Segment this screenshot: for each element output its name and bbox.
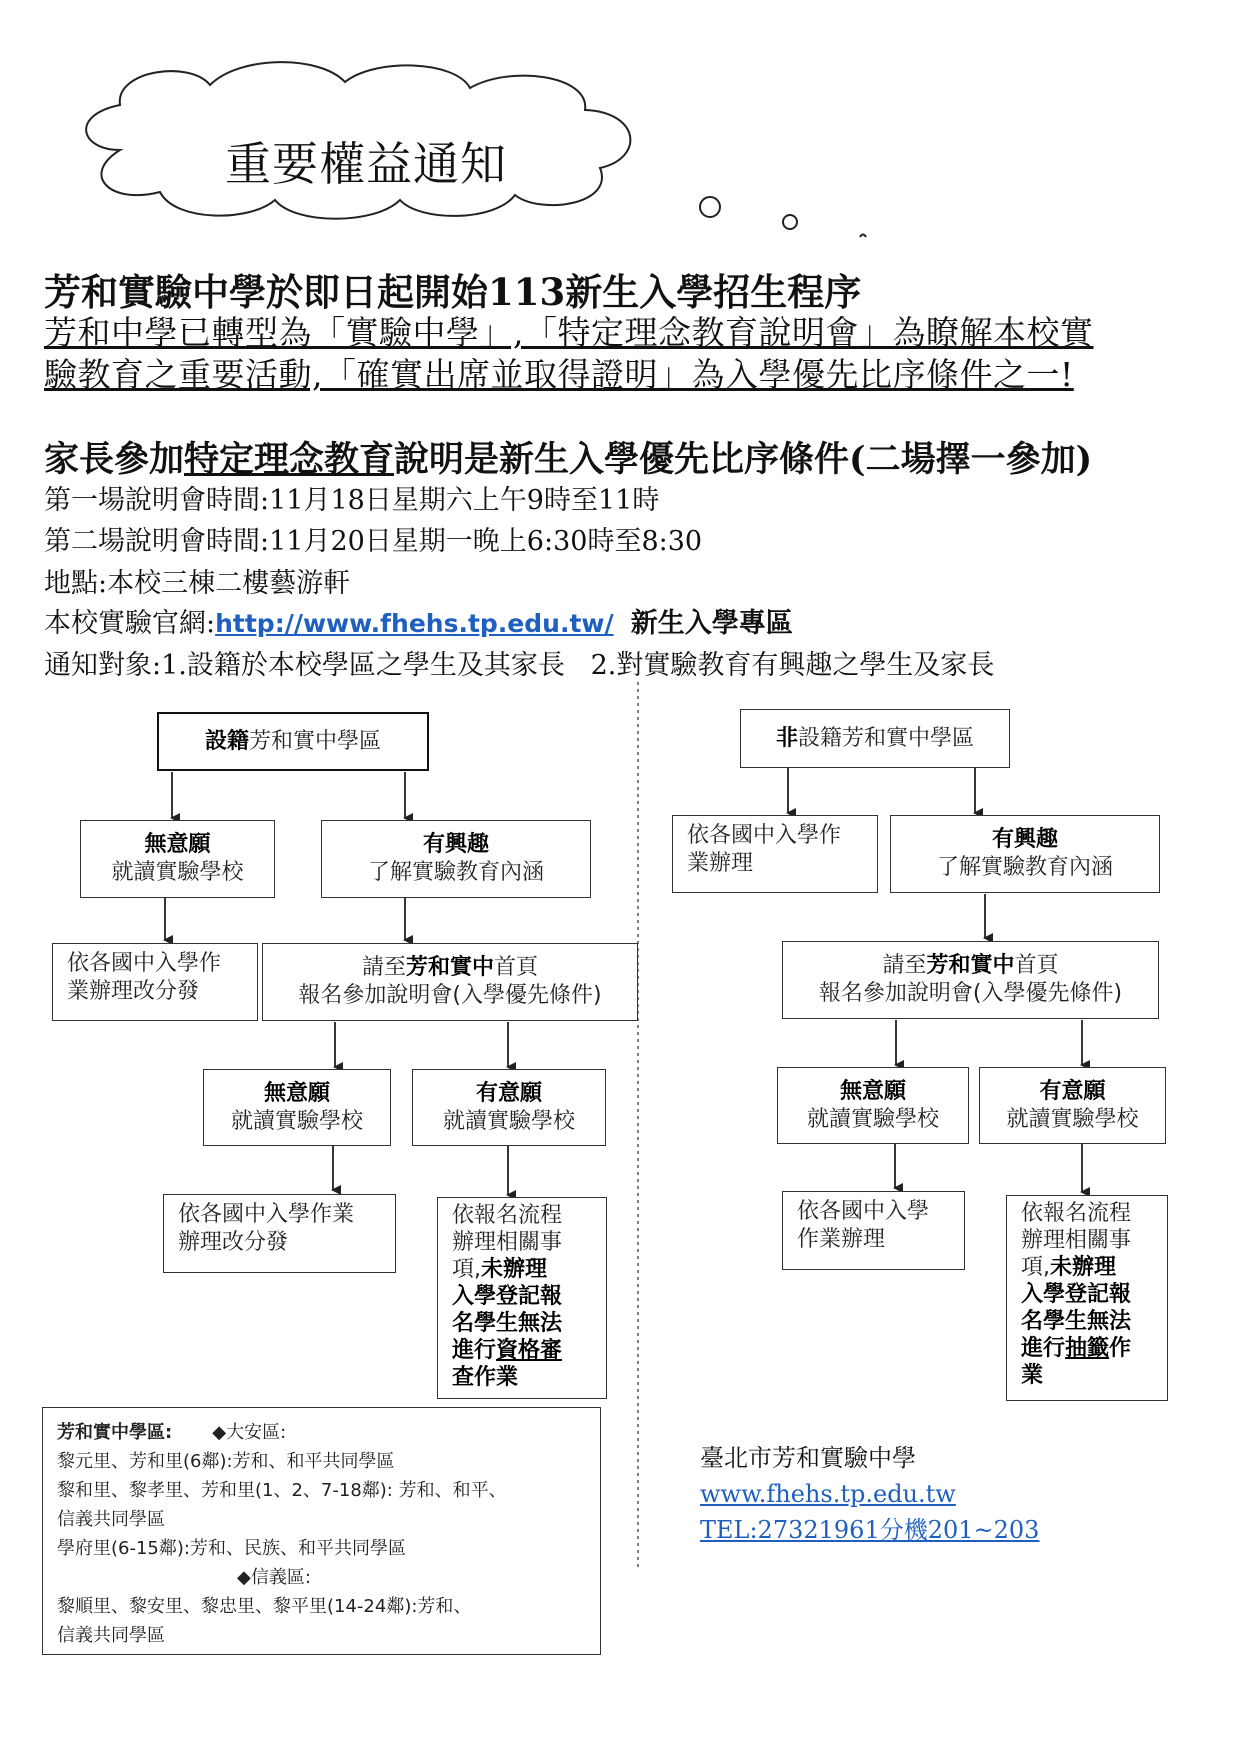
district-line: 黎和里、黎孝里、芳和里(1、2、7-18鄰): 芳和、和平、 — [57, 1480, 507, 1501]
right-procedure-line: 業 — [1021, 1363, 1044, 1388]
right-procedure-line — [1021, 1254, 1153, 1281]
right-will-box — [979, 1067, 1166, 1144]
left-procedure-underlined: 資格審 — [496, 1338, 563, 1363]
section-heading-prefix: 家長參加 — [44, 439, 185, 480]
right-assign2-box — [782, 1191, 965, 1270]
left-register-box — [262, 943, 638, 1021]
section-heading — [44, 432, 1092, 482]
left-procedure-bold: 未辦理 — [481, 1257, 548, 1282]
intro-line-1: 芳和中學已轉型為「實驗中學」,「特定理念教育說明會」為瞭解本校實 — [44, 313, 1094, 352]
intro-line-2: 驗教育之重要活動,「確實出席並取得證明」為入學優先比序條件之一! — [44, 355, 1074, 394]
left-register-bold: 芳和實中 — [405, 955, 494, 980]
left-procedure-line: 名學生無法 — [452, 1311, 563, 1336]
left-assign2-box — [163, 1194, 396, 1273]
left-interest-bold: 有興趣 — [422, 832, 489, 857]
right-register-pre: 請至 — [882, 953, 927, 978]
audience-line — [44, 643, 994, 682]
right-register-post: 首頁 — [1014, 953, 1059, 978]
district-line: 信義共同學區 — [57, 1509, 165, 1530]
right-procedure-line — [1021, 1335, 1153, 1362]
right-procedure-underlined: 抽籤 — [1065, 1336, 1110, 1361]
left-will-box — [412, 1069, 606, 1146]
right-procedure-bold: 進行 — [1021, 1336, 1066, 1361]
left-assign-box — [52, 943, 258, 1021]
left-will-bold: 有意願 — [475, 1080, 542, 1106]
session-first: 第一場說明會時間:11月18日星期六上午9時至11時 — [44, 485, 660, 516]
right-no-will-sub: 就讀實驗學校 — [806, 1106, 939, 1132]
left-no-interest-sub: 就讀實驗學校 — [111, 860, 244, 885]
left-procedure-line: 依報名流程 — [452, 1203, 563, 1228]
session-second: 第二場說明會時間:11月20日星期一晚上6:30時至8:30 — [44, 526, 703, 557]
right-procedure-box — [1006, 1195, 1168, 1401]
left-assign-line-2: 業辦理改分發 — [67, 979, 200, 1004]
cloud-title: 重要權益通知 — [225, 137, 507, 191]
website-label: 本校實驗官網: — [44, 608, 216, 639]
left-no-will-sub: 就讀實驗學校 — [230, 1108, 363, 1134]
left-procedure-line — [452, 1337, 592, 1364]
left-assign2-line-2: 辦理改分發 — [178, 1230, 289, 1255]
district-xinyi-label-text: ◆信義區: — [237, 1567, 311, 1588]
contact-url[interactable]: www.fhehs.tp.edu.tw — [700, 1480, 956, 1508]
district-line: 學府里(6-15鄰):芳和、民族、和平共同學區 — [57, 1538, 406, 1559]
left-no-interest-bold: 無意願 — [144, 832, 211, 857]
left-root-rest: 芳和實中學區 — [249, 728, 382, 754]
website-link[interactable]: http://www.fhehs.tp.edu.tw/ — [215, 609, 614, 638]
right-procedure-text: 項, — [1021, 1255, 1050, 1280]
district-line: 黎順里、黎安里、黎忠里、黎平里(14-24鄰):芳和、 — [57, 1596, 472, 1617]
left-procedure-box — [437, 1197, 607, 1399]
left-root-bold: 設籍 — [204, 728, 249, 754]
district-line: 信義共同學區 — [57, 1625, 165, 1646]
district-title: 芳和實中學區: — [57, 1422, 173, 1443]
right-root-box — [740, 709, 1010, 768]
left-procedure-line: 辦理相關事 — [452, 1230, 563, 1255]
contact-block — [700, 1440, 1039, 1548]
right-will-sub: 就讀實驗學校 — [1006, 1106, 1139, 1132]
contact-school: 臺北市芳和實驗中學 — [700, 1444, 916, 1472]
section-heading-suffix: 說明是新生入學優先比序條件(二場擇一參加) — [394, 439, 1093, 480]
right-procedure-bold: 作 — [1109, 1336, 1132, 1361]
right-interest-box — [890, 815, 1160, 893]
left-root-box — [157, 712, 429, 771]
right-procedure-line: 入學登記報 — [1021, 1282, 1132, 1307]
cloud-bubble-large — [700, 197, 720, 217]
left-no-will-box — [203, 1069, 391, 1146]
right-register-bold: 芳和實中 — [926, 953, 1015, 978]
right-assign-line-1: 依各國中入學作 — [687, 823, 842, 848]
left-procedure-line — [452, 1256, 592, 1283]
left-register-post: 首頁 — [494, 955, 539, 980]
left-procedure-text: 項, — [452, 1257, 481, 1282]
district-note — [42, 1407, 601, 1655]
right-assign-box — [672, 815, 878, 893]
right-procedure-bold: 未辦理 — [1050, 1255, 1117, 1280]
website-line — [44, 601, 793, 640]
district-header — [57, 1418, 586, 1447]
audience-item-1: 1.設籍於本校學區之學生及其家長 — [161, 650, 565, 681]
left-interest-sub: 了解實驗教育內涵 — [367, 860, 544, 885]
left-procedure-line: 查作業 — [452, 1365, 519, 1390]
cloud-bubble-small — [860, 235, 866, 238]
right-no-will-box — [777, 1067, 969, 1144]
right-root-bold: 非 — [775, 725, 798, 751]
left-assign2-line-1: 依各國中入學作業 — [178, 1202, 355, 1227]
right-assign2-line-1: 依各國中入學 — [797, 1199, 930, 1224]
right-register-line-2: 報名參加說明會(入學優先條件) — [818, 981, 1123, 1006]
audience-label: 通知對象: — [44, 650, 162, 681]
left-register-pre: 請至 — [361, 955, 406, 980]
district-line: 黎元里、芳和里(6鄰):芳和、和平共同學區 — [57, 1451, 395, 1472]
audience-item-2: 2.對實驗教育有興趣之學生及家長 — [590, 650, 995, 681]
left-procedure-line: 入學登記報 — [452, 1284, 563, 1309]
main-heading: 芳和實驗中學於即日起開始113新生入學招生程序 — [44, 270, 862, 314]
left-no-will-bold: 無意願 — [263, 1080, 330, 1106]
right-root-rest: 設籍芳和實中學區 — [798, 725, 975, 751]
contact-tel: TEL:27321961分機201~203 — [700, 1516, 1040, 1544]
left-procedure-bold: 進行 — [452, 1338, 497, 1363]
cloud-bubble-medium — [783, 215, 797, 229]
right-interest-sub: 了解實驗教育內涵 — [936, 855, 1113, 880]
district-daan-label: ◆大安區: — [212, 1422, 287, 1443]
left-will-sub: 就讀實驗學校 — [442, 1108, 575, 1134]
left-interest-box — [321, 820, 591, 898]
right-register-box — [782, 941, 1159, 1019]
right-interest-bold: 有興趣 — [991, 827, 1058, 852]
left-register-line-2: 報名參加說明會(入學優先條件) — [298, 983, 602, 1008]
right-procedure-line: 依報名流程 — [1021, 1201, 1132, 1226]
section-heading-underlined: 特定理念教育 — [184, 439, 395, 480]
right-assign-line-2: 業辦理 — [687, 851, 754, 876]
left-assign-line-1: 依各國中入學作 — [67, 951, 222, 976]
right-will-bold: 有意願 — [1039, 1078, 1106, 1104]
right-assign2-line-2: 作業辦理 — [797, 1227, 886, 1252]
website-section: 新生入學專區 — [630, 608, 793, 639]
right-procedure-line: 辦理相關事 — [1021, 1228, 1132, 1253]
venue: 地點:本校三棟二樓藝游軒 — [44, 568, 351, 599]
right-no-will-bold: 無意願 — [839, 1078, 906, 1104]
district-xinyi-label — [57, 1563, 586, 1592]
right-procedure-line: 名學生無法 — [1021, 1309, 1132, 1334]
left-no-interest-box — [80, 820, 275, 898]
